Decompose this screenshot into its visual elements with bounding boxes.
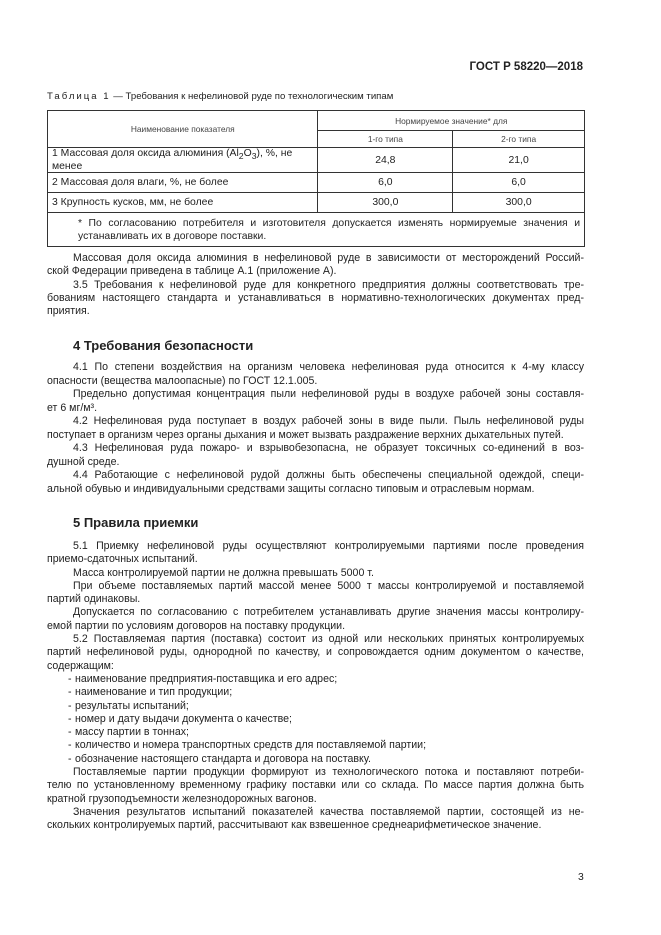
text-line: емой партии по условиям договоров на поставку продукции. bbox=[47, 619, 346, 632]
text-line: - обозначение настоящего стандарта и договора на поставку. bbox=[47, 753, 584, 766]
text-line: Масса контролируемой партии не должна превышать 5000 т. bbox=[73, 566, 374, 579]
text-line: 4.4 Работающие с нефелиновой рудой должны быть обеспечены специальной одеждой, специ- bbox=[73, 469, 584, 481]
row-name-text: ), %, не менее bbox=[52, 148, 293, 173]
text-line: Поставляемые партии продукции формируют из технологического потока и поставляют потреби- bbox=[73, 766, 584, 779]
paragraph bbox=[47, 361, 584, 388]
text-line: - количество и номера транспортных средств для поставляемой партии; bbox=[47, 739, 584, 752]
document-code: ГОСТ Р 58220—2018 bbox=[469, 61, 583, 73]
table-footnote-row bbox=[48, 213, 585, 247]
column-header-type2: 2-го типа bbox=[453, 131, 585, 148]
text-line: 4.1 По степени воздействия на организм человека нефелиновая руда относится к 4-му классу bbox=[73, 361, 584, 373]
paragraph bbox=[47, 442, 584, 469]
row-name: 2 Массовая доля влаги, %, не более bbox=[48, 173, 318, 193]
paragraph bbox=[47, 580, 584, 607]
section-5-heading: 5 Правила приемки bbox=[73, 515, 199, 530]
paragraph bbox=[47, 388, 584, 415]
table-caption-prefix: Таблица 1 bbox=[47, 91, 111, 102]
subscript: 2 bbox=[238, 151, 244, 162]
table-row bbox=[48, 193, 585, 213]
text-line: Массовая доля оксида алюминия в нефелиновой руде в зависимости от месторождений Россий- bbox=[73, 252, 584, 264]
text-line: 3.5 Требования к нефелиновой руде для конкретного предприятия должны соответствовать тре- bbox=[73, 278, 584, 291]
text-line: Значения результатов испытаний показателей качества поставляемой партии, состоящей из не- bbox=[73, 805, 584, 818]
list-item bbox=[47, 700, 584, 713]
table-row bbox=[48, 148, 585, 173]
section-5-body bbox=[47, 540, 584, 833]
text-line: - массу партии в тоннах; bbox=[47, 726, 584, 739]
text-line: 4.2 Нефелиновая руда поступает в воздух рабочей зоны в виде пыли. Пыль нефелиновой руды bbox=[73, 415, 584, 427]
text-line: приятия. bbox=[47, 305, 90, 318]
row-type2-value: 6,0 bbox=[453, 173, 585, 193]
text-line: 5.2 Поставляемая партия (поставка) состоит из одной или нескольких принятых контролируемых bbox=[73, 633, 584, 646]
text-line: ской Федерации приведена в таблице А.1 (приложение А). bbox=[47, 265, 337, 278]
list-item bbox=[47, 753, 584, 766]
row-name: 3 Крупность кусков, мм, не более bbox=[48, 193, 318, 213]
row-type2-value: 300,0 bbox=[453, 193, 585, 213]
paragraph bbox=[47, 806, 584, 833]
footnote-text: * По согласованию потребителя и изготовителя допускается изменять нормируемые значения и устанавливать их в договоре поставки. bbox=[78, 217, 580, 242]
paragraph bbox=[47, 606, 584, 633]
row-type1-value: 300,0 bbox=[318, 193, 453, 213]
paragraph bbox=[47, 469, 584, 496]
text-line: При объеме поставляемых партий массой менее 5000 т массы контролируемой и поставляемой bbox=[73, 579, 584, 592]
requirements-table bbox=[47, 110, 585, 247]
section-4-heading: 4 Требования безопасности bbox=[73, 338, 254, 353]
text-line: Допускается по согласованию с потребителем устанавливать другие значения массы контролиру- bbox=[73, 606, 584, 619]
list-item bbox=[47, 726, 584, 739]
text-line: опасности (вещества малоопасные) по ГОСТ 12.1.005. bbox=[47, 374, 318, 387]
row-name bbox=[48, 148, 318, 173]
text-line: поступает в организм через органы дыхания и может вызвать раздражение верхних дыхательных путей. bbox=[47, 428, 564, 441]
text-line: скольких контролируемых партий, рассчитывают как взвешенное среднеарифметическое значение. bbox=[47, 819, 542, 832]
paragraph bbox=[47, 279, 584, 319]
subscript: 3 bbox=[251, 151, 257, 162]
table-footnote bbox=[48, 213, 585, 247]
table-header-row bbox=[48, 111, 585, 131]
text-line: Предельно допустимая концентрация пыли нефелиновой руды в воздухе рабочей зоны составля- bbox=[73, 388, 584, 400]
row-name-text: O bbox=[243, 148, 252, 159]
paragraph bbox=[47, 540, 584, 567]
text-line: - номер и дату выдачи документа о качестве; bbox=[47, 713, 584, 726]
text-line: - наименование и тип продукции; bbox=[47, 686, 584, 699]
text-line: приемо-сдаточных испытаний. bbox=[47, 553, 198, 566]
text-line: партий одинаковы. bbox=[47, 593, 141, 606]
text-line: бованиям настоящего стандарта и устанавливаться в нормативно-технологических документах пред- bbox=[47, 291, 584, 304]
table-caption bbox=[47, 91, 393, 102]
row-type1-value: 24,8 bbox=[318, 148, 453, 173]
column-header-type1: 1-го типа bbox=[318, 131, 453, 148]
list-item bbox=[47, 673, 584, 686]
paragraph bbox=[47, 415, 584, 442]
table-row bbox=[48, 173, 585, 193]
text-line: - результаты испытаний; bbox=[47, 700, 584, 713]
text-line: телю по установленному временному графику поставки или со склада. По массе партия должна быть bbox=[47, 779, 584, 792]
row-type2-value: 21,0 bbox=[453, 148, 585, 173]
table-caption-text: — Требования к нефелиновой руде по технологическим типам bbox=[110, 91, 394, 102]
paragraph bbox=[47, 766, 584, 806]
text-line: кратной грузоподъемности железнодорожных вагонов. bbox=[47, 792, 317, 805]
row-type1-value: 6,0 bbox=[318, 173, 453, 193]
section-4-body bbox=[47, 361, 584, 496]
list-item bbox=[47, 713, 584, 726]
text-line: - наименование предприятия-поставщика и его адрес; bbox=[47, 673, 584, 686]
column-header-name: Наименование показателя bbox=[48, 111, 318, 148]
intro-paragraphs bbox=[47, 252, 584, 318]
text-line: ет 6 мг/м³. bbox=[47, 401, 98, 414]
text-line: содержащим: bbox=[47, 659, 114, 672]
text-line: душной среде. bbox=[47, 455, 120, 468]
paragraph bbox=[47, 633, 584, 673]
page-number: 3 bbox=[578, 872, 584, 883]
row-name-text: 1 Массовая доля оксида алюминия (Al bbox=[52, 148, 239, 159]
list-item bbox=[47, 739, 584, 752]
text-line: 5.1 Приемку нефелиновой руды осуществляют контролируемыми партиями после проведения bbox=[73, 540, 584, 552]
text-line: альной обувью и индивидуальными средствами защиты согласно типовым и отраслевым нормам. bbox=[47, 482, 535, 495]
paragraph bbox=[47, 252, 584, 279]
text-line: партий нефелиновой руды, однородной по качеству, и сопровождается одним документом о качестве, bbox=[47, 646, 584, 659]
text-line: 4.3 Нефелиновая руда пожаро- и взрывобезопасна, не образует токсичных со-единений в воз- bbox=[73, 442, 584, 454]
list-item bbox=[47, 686, 584, 699]
column-header-group: Нормируемое значение* для bbox=[318, 111, 585, 131]
paragraph bbox=[47, 567, 584, 580]
